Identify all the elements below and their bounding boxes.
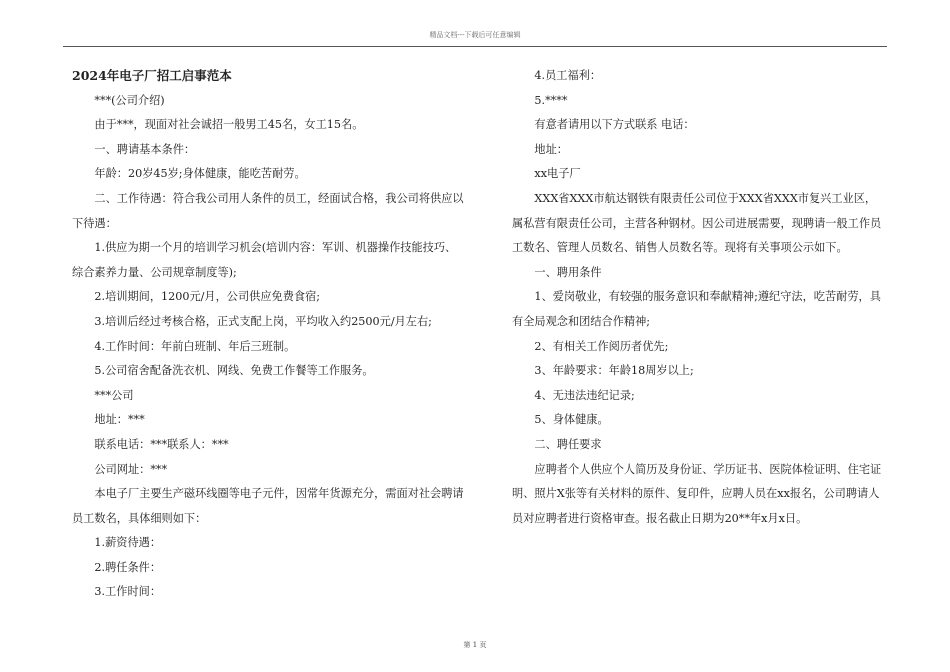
list-item: 3.培训后经过考核合格，正式支配上岗，平均收入约2500元/月左右;	[94, 314, 432, 328]
list-item: 1.供应为期一个月的培训学习机会(培训内容：军训、机器操作技能技巧、综合素养力量、公司规章制度等);	[72, 241, 457, 279]
address: 地址：***	[94, 413, 145, 427]
list-item: 2.聘任条件：	[94, 560, 162, 574]
list-item: 1.薪资待遇：	[94, 536, 162, 550]
list-item: 2.培训期间，1200元/月，公司供应免费食宿;	[94, 290, 321, 304]
list-item: 4.工作时间：年前白班制、年后三班制。	[94, 339, 296, 353]
header-rule	[63, 46, 887, 47]
list-item: 5、身体健康。	[534, 413, 609, 427]
list-item: 5.公司宿舍配备洗衣机、网线、免费工作餐等工作服务。	[94, 364, 374, 378]
address: 地址：	[534, 142, 568, 156]
contact-line: 有意者请用以下方式联系 电话：	[534, 118, 695, 132]
left-column	[72, 64, 464, 605]
paragraph: ***(公司介绍)	[94, 93, 165, 107]
section-heading: 二、工作待遇：符合我公司用人条件的员工，经面试合格，我公司将供应以下待遇：	[72, 191, 464, 230]
company-website: 公司网址：***	[94, 462, 168, 476]
paragraph: 本电子厂主要生产磁环线圈等电子元件，因常年货源充分，需面对社会聘请员工数名，具体细则如下：	[72, 487, 464, 525]
company-name: ***公司	[94, 388, 134, 402]
paragraph: XXX省XXX市航达钢铁有限责任公司位于XXX省XXX市复兴工业区，属私营有限责任公司，主营各种钢材。因公司进展需要，现聘请一般工作员工数名、管理人员数名、销售人员数名等。现将有关事项公示如下。	[512, 191, 882, 255]
company-name: xx电子厂	[534, 167, 581, 181]
section-heading: 一、聘用条件	[534, 265, 602, 279]
page-number: 第 1 页	[463, 641, 487, 649]
list-item: 4、无违法违纪记录;	[534, 388, 635, 402]
list-item: 4.员工福利：	[534, 69, 602, 82]
header-note: 精品文档---下载后可任意编辑	[429, 31, 521, 39]
right-column	[512, 64, 882, 531]
contact-phone: 联系电话：***联系人：***	[94, 437, 229, 451]
section-heading: 一、聘请基本条件：	[94, 142, 196, 156]
list-item: 1、爱岗敬业，有较强的服务意识和奉献精神;遵纪守法，吃苦耐劳，具有全局观念和团结合作精神;	[512, 290, 881, 328]
paragraph: 应聘者个人供应个人简历及身份证、学历证书、医院体检证明、住宅证明、照片X张等有关材料的原件、复印件，应聘人员在xx报名，公司聘请人员对应聘者进行资格审查。报名截止日期为20**年x月x日。	[512, 462, 882, 525]
paragraph: 由于***，现面对社会诚招一般男工45名，女工15名。	[94, 118, 364, 132]
list-item: 5.****	[534, 93, 568, 107]
document-title: 2024年电子厂招工启事范本	[72, 68, 232, 83]
list-item: 3.工作时间：	[94, 585, 162, 599]
list-item: 2、有相关工作阅历者优先;	[534, 339, 669, 353]
section-heading: 二、聘任要求	[534, 437, 602, 451]
list-item: 3、年龄要求：年龄18周岁以上;	[534, 364, 694, 378]
paragraph: 年龄：20岁45岁;身体健康，能吃苦耐劳。	[94, 167, 306, 181]
